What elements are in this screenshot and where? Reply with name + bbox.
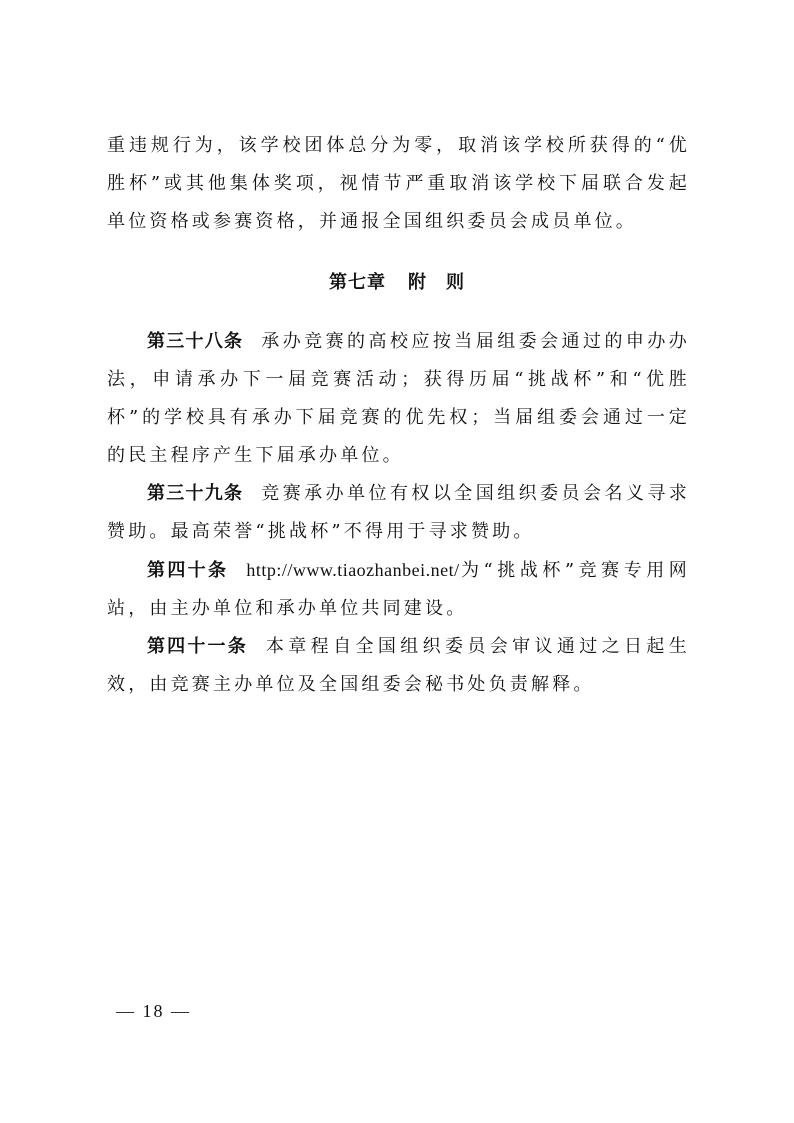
article-text: 竞赛承办单位有权以全国组织委员会名义寻求赞助。最高荣誉“挑战杯”不得用于寻求赞助。 [107,483,690,542]
intro-block [107,127,690,241]
chapter-subtitle: 附 则 [408,272,465,293]
website-url: http://www.tiaozhanbei.net/ [246,560,460,580]
page-number: — 18 — [116,1001,191,1021]
article-text: 为“挑战杯”竞赛专用网站，由主办单位和承办单位共同建设。 [107,560,690,619]
article-text: 本章程自全国组织委员会审议通过之日起生效，由竞赛主办单位及全国组委会秘书处负责解释。 [107,636,690,695]
article-label: 第四十条 [147,560,229,581]
article-39 [107,475,690,551]
article-label: 第三十九条 [147,483,244,504]
article-40 [107,551,690,628]
article-text: 承办竞赛的高校应按当届组委会通过的申办办法，申请承办下一届竞赛活动；获得历届“挑战杯”和“优胜杯”的学校具有承办下届竞赛的优先权；当届组委会通过一定的民主程序产生下届承办单位。 [107,331,690,466]
chapter-heading [0,268,794,294]
article-label: 第四十一条 [147,636,248,657]
chapter-title: 第七章 [329,272,386,293]
article-label: 第三十八条 [147,331,244,352]
articles-block [107,323,690,704]
article-38 [107,323,690,475]
article-41 [107,628,690,704]
intro-paragraph: 重违规行为，该学校团体总分为零，取消该学校所获得的“优胜杯”或其他集体奖项，视情节严重取消该学校下届联合发起单位资格或参赛资格，并通报全国组织委员会成员单位。 [107,135,690,232]
